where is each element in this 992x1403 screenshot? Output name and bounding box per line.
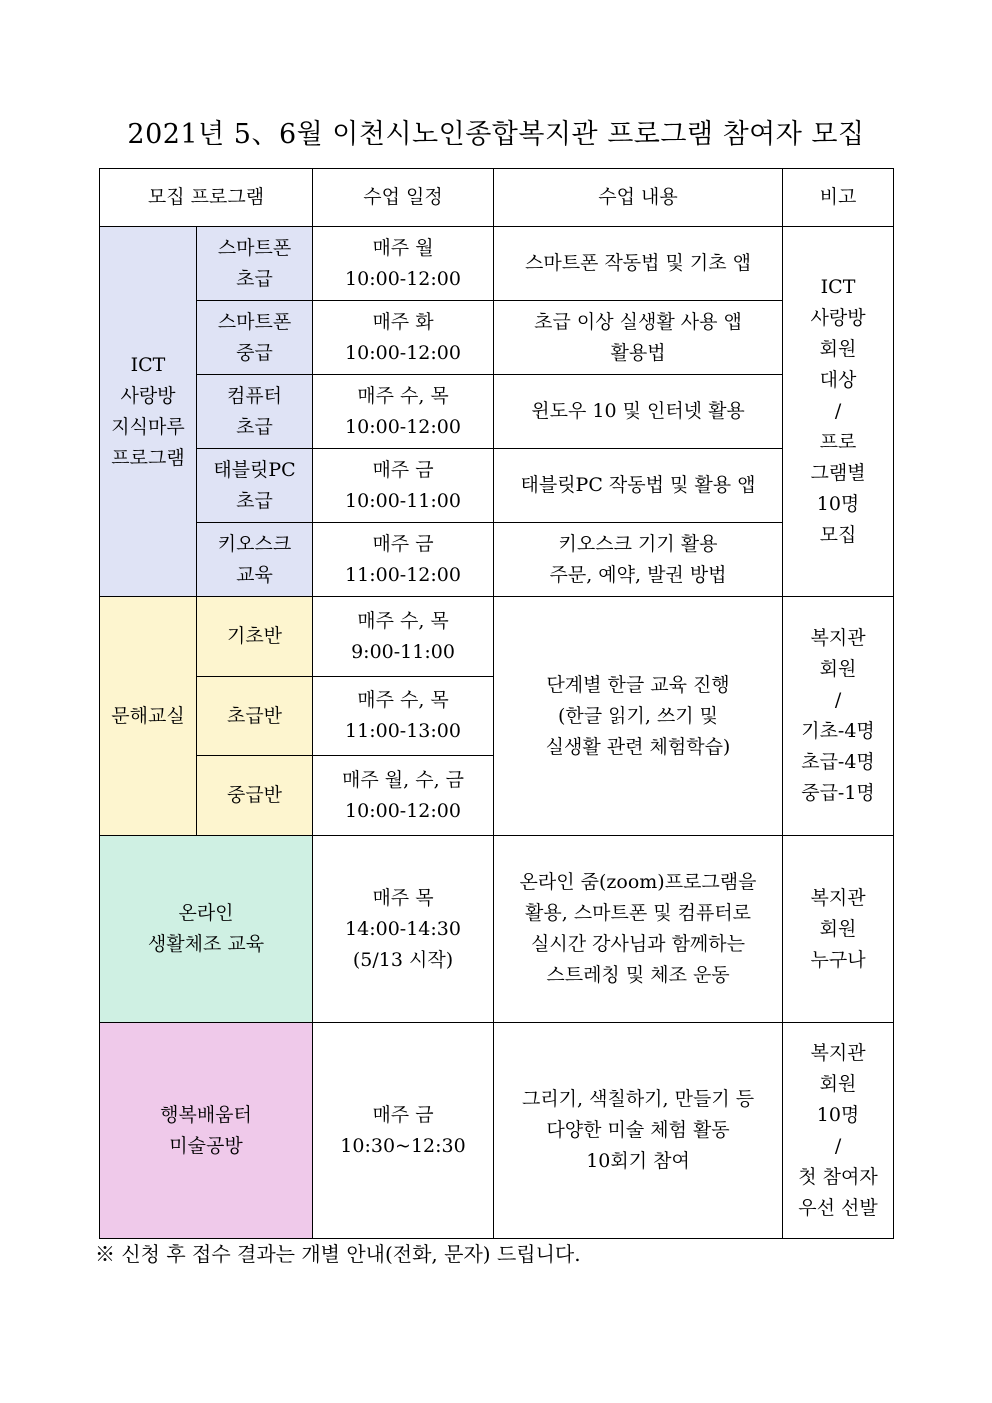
content-line: 활용법 bbox=[610, 341, 666, 364]
munhae-group-cell: 문해교실 bbox=[100, 597, 197, 836]
schedule-cell bbox=[313, 227, 494, 301]
schedule-cell bbox=[313, 597, 494, 677]
schedule-line: 매주 금 bbox=[372, 532, 434, 555]
content-line: 단계별 한글 교육 진행 bbox=[546, 673, 730, 696]
program-name-line: 키오스크 bbox=[217, 532, 292, 555]
program-name-line: 초급 bbox=[236, 489, 273, 512]
schedule-line: 10:00-12:00 bbox=[345, 799, 461, 822]
group-label-line: 사랑방 bbox=[120, 384, 176, 407]
content-cell bbox=[494, 375, 783, 449]
table-row bbox=[100, 449, 894, 523]
remark-line: 회원 bbox=[819, 338, 857, 360]
remark-line: 회원 bbox=[819, 1072, 857, 1095]
schedule-line: (5/13 시작) bbox=[352, 948, 454, 971]
munhae-remark-cell bbox=[783, 597, 894, 836]
program-name-cell bbox=[197, 449, 313, 523]
schedule-line: 매주 수, 목 bbox=[357, 609, 449, 632]
content-cell bbox=[494, 227, 783, 301]
program-name-line: 온라인 bbox=[178, 902, 234, 924]
remark-line: 회원 bbox=[819, 917, 857, 940]
remark-line: 프로 bbox=[819, 431, 857, 453]
table-row bbox=[100, 523, 894, 597]
program-name-line: 컴퓨터 bbox=[226, 384, 283, 407]
remark-line: 사랑방 bbox=[810, 307, 866, 329]
program-table bbox=[99, 168, 894, 1239]
remark-line: 복지관 bbox=[810, 886, 866, 909]
content-line: 10회기 참여 bbox=[586, 1150, 690, 1172]
program-name-cell bbox=[197, 523, 313, 597]
happy-program-cell bbox=[100, 1023, 313, 1239]
content-line: 온라인 줌(zoom)프로그램을 bbox=[519, 871, 757, 893]
schedule-line: 매주 수, 목 bbox=[357, 689, 449, 711]
remark-line: 그램별 bbox=[810, 462, 866, 484]
header-program: 모집 프로그램 bbox=[100, 169, 313, 227]
table-row bbox=[100, 836, 894, 1023]
program-name-cell: 초급반 bbox=[197, 677, 313, 756]
online-program-cell bbox=[100, 836, 313, 1023]
program-name-line: 태블릿PC bbox=[213, 458, 296, 481]
schedule-cell bbox=[313, 836, 494, 1023]
group-label-line: ICT bbox=[130, 353, 166, 376]
content-cell bbox=[494, 301, 783, 375]
program-name-cell: 기초반 bbox=[197, 597, 313, 677]
content-line: 초급 이상 실생활 사용 앱 bbox=[534, 310, 742, 333]
schedule-line: 매주 목 bbox=[372, 886, 434, 909]
program-name-line: 중급 bbox=[236, 341, 273, 364]
remark-line: 초급-4명 bbox=[801, 751, 875, 773]
content-line: (한글 읽기, 쓰기 및 bbox=[557, 704, 719, 727]
remark-line: / bbox=[834, 1134, 842, 1157]
schedule-line: 10:00-11:00 bbox=[345, 489, 461, 512]
program-name-line: 스마트폰 bbox=[217, 236, 292, 259]
schedule-line: 9:00-11:00 bbox=[351, 640, 455, 663]
program-name-line: 미술공방 bbox=[169, 1134, 243, 1157]
remark-line: ICT bbox=[820, 276, 856, 298]
content-cell bbox=[494, 523, 783, 597]
content-line: 실생활 관련 체험학습) bbox=[545, 735, 731, 758]
content-cell bbox=[494, 836, 783, 1023]
content-line: 주문, 예약, 발권 방법 bbox=[549, 563, 727, 586]
schedule-cell bbox=[313, 756, 494, 836]
table-row bbox=[100, 597, 894, 677]
content-line: 키오스크 기기 활용 bbox=[558, 532, 718, 555]
schedule-line: 매주 화 bbox=[372, 310, 434, 333]
remark-line: 10명 bbox=[816, 493, 860, 515]
program-name-cell bbox=[197, 227, 313, 301]
schedule-line: 매주 수, 목 bbox=[357, 384, 449, 407]
table-row bbox=[100, 227, 894, 301]
program-name-cell: 중급반 bbox=[197, 756, 313, 836]
remark-line: 복지관 bbox=[810, 1041, 866, 1064]
content-line: 활용, 스마트폰 및 컴퓨터로 bbox=[524, 902, 752, 924]
group-label-line: 지식마루 bbox=[111, 415, 185, 438]
content-line: 실시간 강사님과 함께하는 bbox=[531, 933, 745, 955]
program-name-line: 스마트폰 bbox=[217, 310, 292, 333]
schedule-line: 11:00-12:00 bbox=[345, 563, 461, 586]
schedule-line: 14:00-14:30 bbox=[345, 917, 461, 940]
schedule-line: 11:00-13:00 bbox=[345, 720, 461, 742]
program-name-cell bbox=[197, 301, 313, 375]
header-schedule: 수업 일정 bbox=[313, 169, 494, 227]
remark-line: 모집 bbox=[819, 524, 857, 546]
schedule-line: 매주 금 bbox=[372, 458, 434, 481]
program-name-cell bbox=[197, 375, 313, 449]
group-label-line: 프로그램 bbox=[111, 446, 185, 469]
remark-line: / bbox=[834, 689, 842, 711]
content-line: 스마트폰 작동법 및 기초 앱 bbox=[524, 252, 752, 274]
content-cell bbox=[494, 1023, 783, 1239]
content-line: 그리기, 색칠하기, 만들기 등 bbox=[521, 1088, 755, 1110]
header-content: 수업 내용 bbox=[494, 169, 783, 227]
table-row bbox=[100, 301, 894, 375]
schedule-cell bbox=[313, 677, 494, 756]
schedule-cell bbox=[313, 375, 494, 449]
schedule-line: 매주 금 bbox=[372, 1103, 434, 1126]
schedule-line: 10:30~12:30 bbox=[340, 1134, 466, 1157]
schedule-cell bbox=[313, 1023, 494, 1239]
remark-line: / bbox=[834, 400, 842, 422]
header-remark: 비고 bbox=[783, 169, 894, 227]
remark-line: 첫 참여자 bbox=[798, 1165, 878, 1188]
program-name-line: 행복배움터 bbox=[160, 1103, 252, 1126]
program-name-line: 초급 bbox=[236, 415, 273, 438]
schedule-line: 매주 월, 수, 금 bbox=[342, 768, 464, 791]
remark-line: 중급-1명 bbox=[801, 782, 875, 804]
remark-line: 누구나 bbox=[810, 948, 866, 971]
schedule-cell bbox=[313, 523, 494, 597]
content-line: 태블릿PC 작동법 및 활용 앱 bbox=[520, 474, 756, 496]
content-line: 다양한 미술 체험 활동 bbox=[546, 1119, 730, 1141]
table-row bbox=[100, 375, 894, 449]
program-name-line: 생활체조 교육 bbox=[147, 933, 265, 955]
content-line: 스트레칭 및 체조 운동 bbox=[546, 964, 730, 986]
online-remark-cell bbox=[783, 836, 894, 1023]
content-line: 윈도우 10 및 인터넷 활용 bbox=[531, 400, 745, 422]
schedule-cell bbox=[313, 449, 494, 523]
remark-line: 복지관 bbox=[810, 627, 866, 649]
schedule-line: 10:00-12:00 bbox=[345, 415, 461, 438]
program-name-line: 초급 bbox=[236, 267, 273, 290]
remark-line: 10명 bbox=[816, 1103, 860, 1126]
schedule-line: 10:00-12:00 bbox=[345, 341, 461, 364]
schedule-cell bbox=[313, 301, 494, 375]
schedule-line: 10:00-12:00 bbox=[345, 267, 461, 290]
header-row bbox=[100, 169, 894, 227]
footnote: ※ 신청 후 접수 결과는 개별 안내(전화, 문자) 드립니다. bbox=[95, 1242, 581, 1266]
schedule-line: 매주 월 bbox=[372, 236, 434, 259]
program-name-line: 교육 bbox=[236, 563, 273, 586]
ict-group-cell bbox=[100, 227, 197, 597]
page-title: 2021년 5、6월 이천시노인종합복지관 프로그램 참여자 모집 bbox=[127, 119, 865, 150]
happy-remark-cell bbox=[783, 1023, 894, 1239]
content-cell bbox=[494, 597, 783, 836]
table-row bbox=[100, 1023, 894, 1239]
remark-line: 기초-4명 bbox=[801, 720, 875, 742]
remark-line: 우선 선발 bbox=[798, 1196, 878, 1219]
content-cell bbox=[494, 449, 783, 523]
remark-line: 대상 bbox=[819, 369, 857, 391]
remark-line: 회원 bbox=[819, 658, 857, 680]
ict-remark-cell bbox=[783, 227, 894, 597]
